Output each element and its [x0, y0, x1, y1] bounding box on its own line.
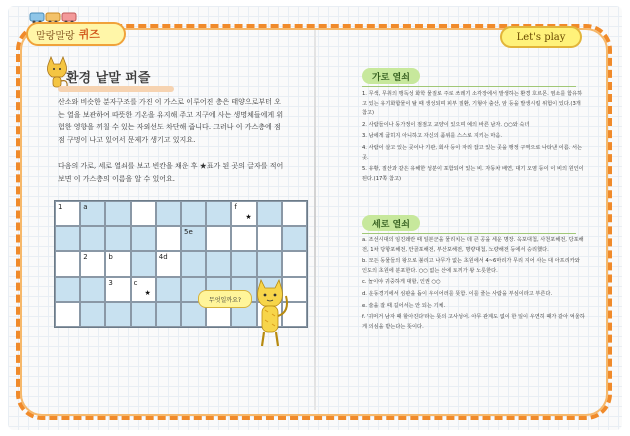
crossword-cell: [282, 251, 307, 276]
list-item: d. 운동경기에서 심판을 돕이 우이어러를 뜻함. 이를 줄는 사람을 부심이라고 부른다.: [362, 290, 553, 297]
crossword-cell: [80, 201, 105, 226]
puzzle-heading: 환경 낱말 퍼즐: [66, 71, 151, 86]
quiz-tag-title: 퀴즈: [78, 28, 100, 41]
crossword-cell: [282, 226, 307, 251]
across-divider: [362, 86, 576, 87]
crossword-clue-number: 5e: [184, 228, 193, 237]
crossword-cell: [257, 226, 282, 251]
crossword-clue-number: c: [133, 278, 138, 287]
yellow-cat-character-icon: [250, 276, 292, 354]
list-item: 4. 사람이 살고 있는 곳이나 기관, 회사 등이 자리 잡고 있는 곳을 행정 구역으로 나타낸 이름. 서는 곳.: [362, 144, 583, 161]
crossword-cell: [80, 277, 105, 302]
lets-play-badge: Let's play: [500, 26, 582, 48]
crossword-clue-number: b: [108, 253, 113, 262]
crossword-cell: [231, 251, 256, 276]
down-clues-title: 세로 열쇠: [362, 215, 420, 231]
crossword-clue-number: 1: [58, 203, 63, 211]
crossword-cell: [105, 201, 130, 226]
crossword-cell: [156, 302, 181, 327]
quiz-tag-prefix: 말랑말랑: [36, 30, 75, 42]
crossword-cell: [156, 251, 181, 276]
quiz-title-tag: [26, 22, 126, 46]
list-item: e. 술을 잘 때 길어서는 안 되는 기체.: [362, 302, 446, 309]
crossword-cell: [80, 302, 105, 327]
crossword-cell: [181, 251, 206, 276]
crossword-cell: [231, 201, 256, 226]
crossword-cell: [131, 302, 156, 327]
star-icon: ★: [144, 288, 151, 297]
speech-bubble: 무엇일까요?: [198, 290, 252, 308]
crossword-cell: [55, 302, 80, 327]
crossword-cell: [55, 277, 80, 302]
crossword-clue-number: 3: [108, 278, 113, 287]
crossword-cell: [181, 201, 206, 226]
crossword-cell: [156, 226, 181, 251]
crossword-clue-number: f: [234, 203, 237, 211]
star-icon: ★: [245, 213, 252, 222]
crossword-cell: [131, 226, 156, 251]
crossword-cell: [80, 251, 105, 276]
crossword-cell: [80, 226, 105, 251]
crossword-cell: [55, 226, 80, 251]
crossword-clue-number: 4d: [158, 253, 168, 262]
list-item: 2. 사람들이나 동가정이 점점고 교양이 있으며 예의 바른 남자. ○○와 숙녀: [362, 121, 530, 128]
crossword-cell: [131, 277, 156, 302]
across-clues-list: [362, 90, 586, 186]
crossword-cell: [206, 251, 231, 276]
across-clues-title: 가로 열쇠: [362, 68, 420, 84]
intro-paragraph: 산소와 비슷한 분자구조를 가진 이 가스로 이루어진 층은 태양으로부터 오는 열을 보관하여 따뜻한 기온을 유지해 주고 지구에 사는 생명체들에게 위험한 영향을 끼칠 수 있는 자외선도 차단해 줍니다. 그러나 이 가스층에 점점 구멍이 나고 있어서 문제가 생기고 있지요.: [58, 98, 284, 144]
list-item: 5. 유황, 질산과 같은 유해한 성분이 포함되어 있는 비. 자동차 배연, 대기 오염 등이 이 비의 원인이 된다.(17쪽 참고): [362, 166, 584, 182]
list-item: c. 놀이야 귀중하게 대할, 인권 ○○: [362, 279, 441, 286]
crossword-cell: [131, 251, 156, 276]
crossword-cell: [231, 226, 256, 251]
crossword-cell: [257, 251, 282, 276]
crossword-cell: [206, 201, 231, 226]
list-item: b. 모든 동물들의 왕으로 불리고 나무가 없는 초원에서 4~6마리가 무리 지어 사는 대 아프리카와 인도의 초원에 분포한다. ○○ 없는 산에 토끼가 왕 노릇한다.: [362, 258, 580, 274]
crossword-cell: [105, 251, 130, 276]
crossword-cell: [105, 302, 130, 327]
crossword-cell: [131, 201, 156, 226]
crossword-clue-number: a: [83, 203, 88, 211]
crossword-cell: [257, 201, 282, 226]
book-spine: [314, 30, 316, 410]
crossword-cell: [282, 201, 307, 226]
list-item: 1. 무색, 무취의 맹독성 화학 물질로 주로 쓰레기 소각장에서 발생하는 환경 호르몬. 염소를 함유하고 있는 유기화합물이 탈 때 생성되며 피부 질환, 기형아 출산, 암 등을 발생시킬 위험이 있다.(3개 참고): [362, 91, 583, 117]
list-item: a. 조선시대의 임진왜란 때 일본군을 물리치는 데 큰 공을 세운 명장. 옥포대첩, 사천포해전, 당포해전, 1차 당항포해전, 안골포해전, 부산포해전, 명량대첩, 노량해전 등에서 승리했다.: [362, 237, 584, 253]
crossword-clue-number: 2: [83, 253, 88, 262]
crossword-cell: [206, 226, 231, 251]
list-item: f. '귀머거 남자 때 할아진다'라는 뜻의 고사성어. 아무 관계도 없이 한 일이 우연히 때가 같아 억울하게 의심을 받는다는 뜻이다.: [362, 314, 585, 330]
crossword-cell: [156, 201, 181, 226]
crossword-cell: [181, 226, 206, 251]
crossword-cell: [105, 226, 130, 251]
crossword-cell: [156, 277, 181, 302]
down-divider: [362, 233, 576, 234]
instruction-paragraph: 다음의 가로, 세로 열쇠를 보고 빈칸을 채운 후 ★표가 된 곳의 글자를 적어 보면 이 가스층의 이름을 알 수 있어요.: [58, 162, 284, 183]
crossword-cell: [55, 251, 80, 276]
down-clues-list: [362, 236, 586, 334]
crossword-cell: [55, 201, 80, 226]
list-item: 3. 남에게 굽히지 아니하고 자신의 품위를 스스로 지키는 마음.: [362, 133, 503, 140]
crossword-cell: [105, 277, 130, 302]
